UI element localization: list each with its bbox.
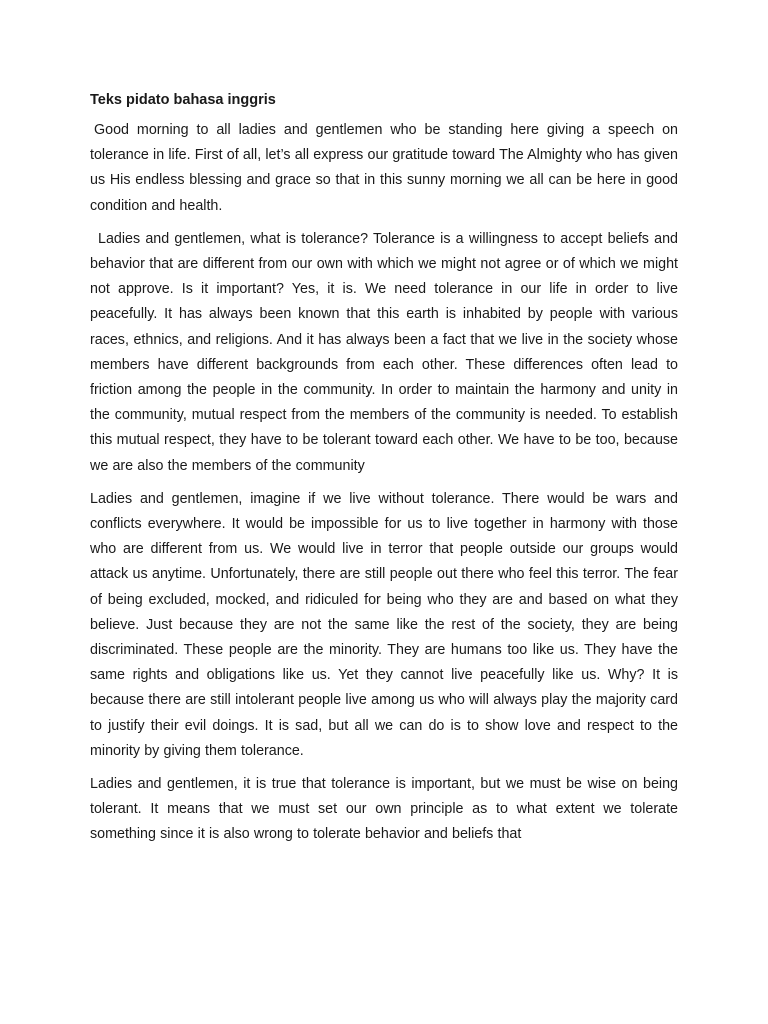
paragraph-2: Ladies and gentlemen, what is tolerance? Tolerance is a willingness to accept beliefs and behavior that are different from our own with which we might not agree or of which we might not approve. Is it important? Yes, it is. We need tolerance in our life in order to live peacefully. It has always been known that this earth is inhabited by people with various races, ethnics, and religions. And it has always been a fact that we live in the society whose members have different backgrounds from each other. These differences often lead to friction among the people in the community. In order to maintain the harmony and unity in the community, mutual respect from the members of the community is needed. To establish this mutual respect, they have to be tolerant toward each other. We have to be too, because we are also the members of the community bbox=[90, 230, 678, 474]
paragraph-4: Ladies and gentlemen, it is true that tolerance is important, but we must be wise on being tolerant. It means that we must set our own principle as to what extent we tolerate something since it is also wrong to tolerate behavior and beliefs that bbox=[90, 776, 678, 843]
document-title: Teks pidato bahasa inggris bbox=[90, 92, 276, 108]
paragraph-3: Ladies and gentlemen, imagine if we live without tolerance. There would be wars and conflicts everywhere. It would be impossible for us to live together in harmony with those who are different from us. We would live in terror that people outside our groups would attack us anytime. Unfortunately, there are still people out there who feel this terror. The fear of being excluded, mocked, and ridiculed for being who they are and based on what they believe. Just because they are not the same like the rest of the society, they are being discriminated. These people are the minority. They are humans too like us. They have the same rights and obligations like us. Yet they cannot live peacefully like us. Why? It is because there are still intolerant people live among us who will always play the majority card to justify their evil doings. It is sad, but all we can do is to show love and respect to the minority by giving them tolerance. bbox=[90, 490, 678, 759]
document-page bbox=[90, 90, 678, 856]
paragraph-1: Good morning to all ladies and gentlemen who be standing here giving a speech on tolerance in life. First of all, let’s all express our gratitude toward The Almighty who has given us His endless blessing and grace so that in this sunny morning we all can be here in good condition and health. bbox=[90, 122, 678, 214]
